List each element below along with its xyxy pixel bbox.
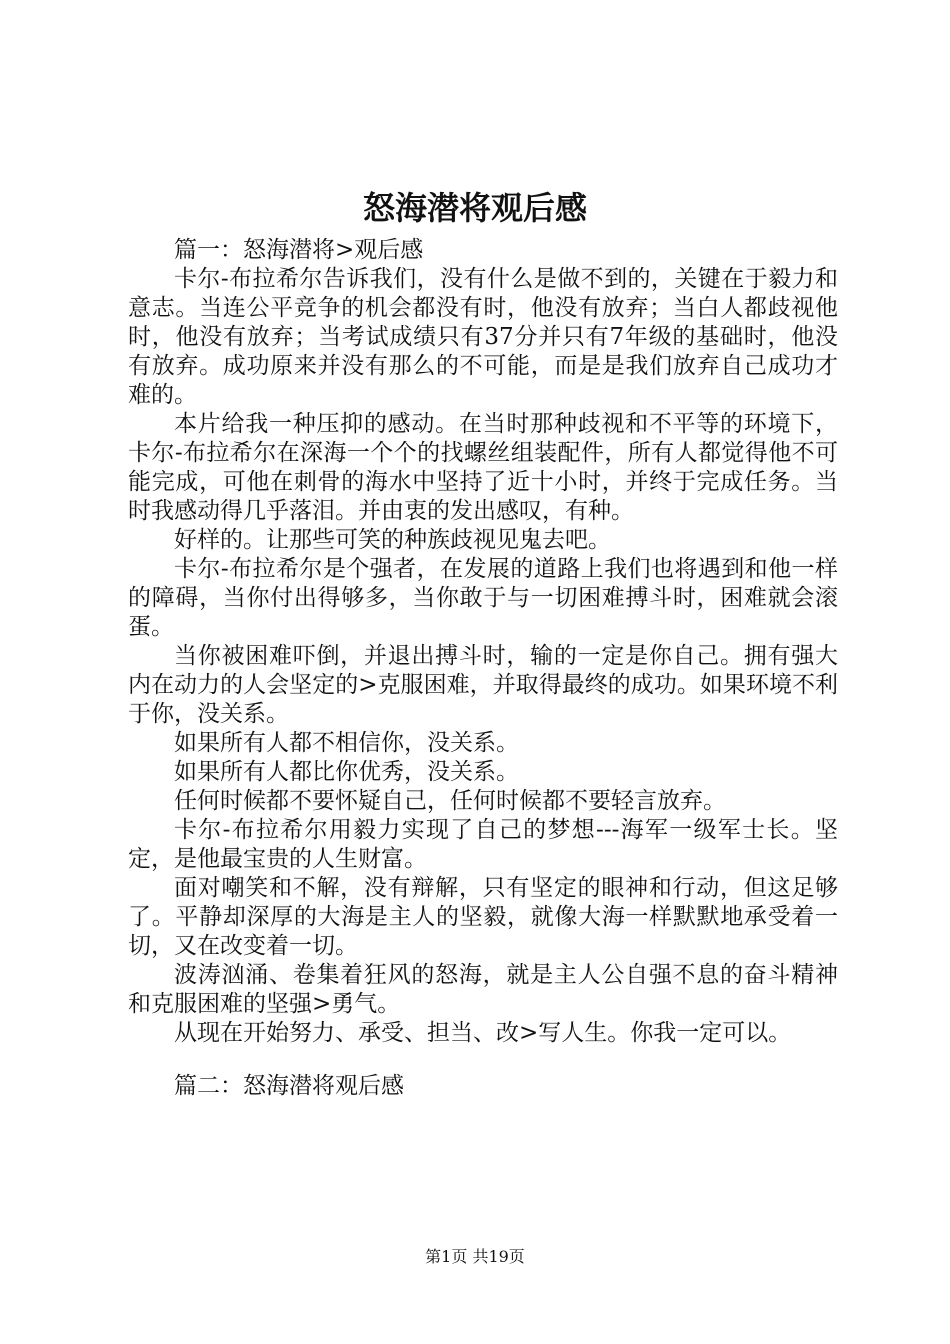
section-spacer: [128, 1048, 838, 1072]
document-title: 怒海潜将观后感: [362, 189, 587, 227]
paragraph: 卡尔-布拉希尔是个强者，在发展的道路上我们也将遇到和他一样的障碍，当你付出得够多，当你敢于与一切困难搏斗时，困难就会滚蛋。: [128, 556, 838, 640]
section-heading-2: 篇二：怒海潜将观后感: [174, 1073, 404, 1099]
paragraph: 当你被困难吓倒，并退出搏斗时，输的一定是你自己。拥有强大内在动力的人会坚定的>克服困难，并取得最终的成功。如果环境不利于你，没关系。: [128, 643, 838, 727]
page-footer: 第1页 共19页: [425, 1247, 525, 1266]
paragraph: 卡尔-布拉希尔告诉我们，没有什么是做不到的，关键在于毅力和意志。当连公平竞争的机会都没有时，他没有放弃；当白人都歧视他时，他没有放弃；当考试成绩只有37分并只有7年级的基础时，他没有放弃。成功原来并没有那么的不可能，而是是我们放弃自己成功才难的。: [128, 266, 838, 408]
paragraph: 波涛汹涌、卷集着狂风的怒海，就是主人公自强不息的奋斗精神和克服困难的坚强>勇气。: [128, 962, 838, 1017]
paragraph: 本片给我一种压抑的感动。在当时那种歧视和不平等的环境下，卡尔-布拉希尔在深海一个个的找螺丝组装配件，所有人都觉得他不可能完成，可他在刺骨的海水中坚持了近十小时，并终于完成任务。当时我感动得几乎落泪。并由衷的发出感叹，有种。: [128, 411, 838, 524]
paragraph: 从现在开始努力、承受、担当、改>写人生。你我一定可以。: [174, 1020, 792, 1046]
paragraph: 卡尔-布拉希尔用毅力实现了自己的梦想---海军一级军士长。坚定，是他最宝贵的人生财富。: [128, 817, 838, 872]
paragraph: 面对嘲笑和不解，没有辩解，只有坚定的眼神和行动，但这足够了。平静却深厚的大海是主人的坚毅，就像大海一样默默地承受着一切，又在改变着一切。: [128, 875, 838, 959]
section-heading-1: 篇一：怒海潜将>观后感: [174, 237, 424, 263]
paragraph: 好样的。让那些可笑的种族歧视见鬼去吧。: [174, 527, 611, 553]
paragraph: 如果所有人都比你优秀，没关系。: [174, 759, 519, 785]
document-body: [128, 236, 838, 1101]
paragraph: 如果所有人都不相信你，没关系。: [174, 730, 519, 756]
paragraph: 任何时候都不要怀疑自己，任何时候都不要轻言放弃。: [174, 788, 726, 814]
